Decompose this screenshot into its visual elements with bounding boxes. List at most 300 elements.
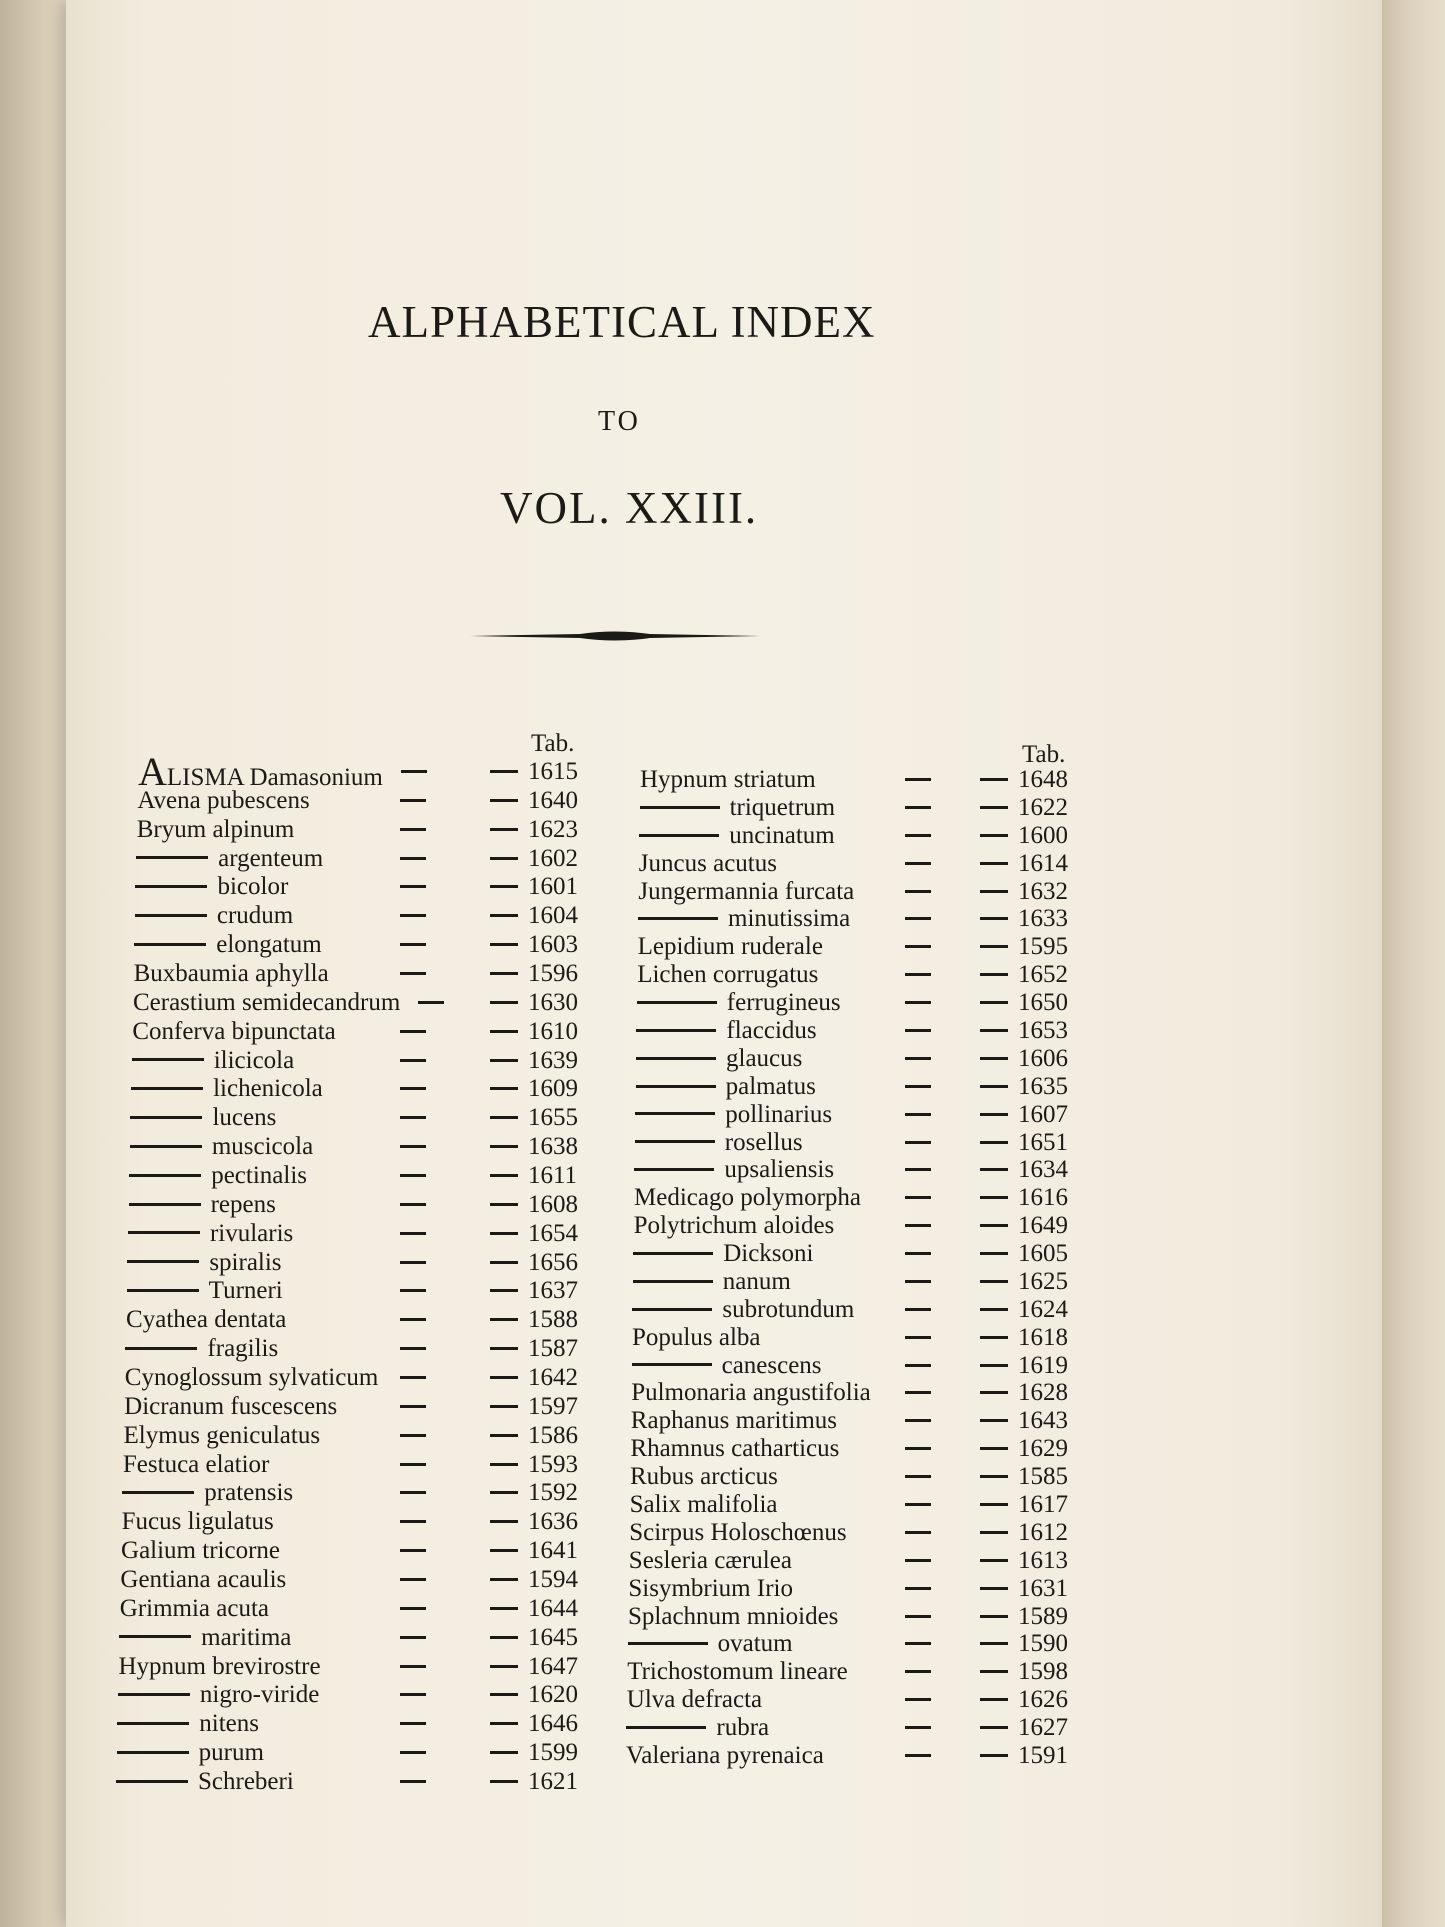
plate-number: 1631	[1017, 1574, 1068, 1602]
dash-separator	[905, 1113, 931, 1116]
dash-separator	[980, 1141, 1008, 1144]
entry-name	[129, 1191, 276, 1219]
entry-name	[125, 1335, 278, 1363]
dash-separator	[980, 1698, 1008, 1701]
species-name: minutissima	[728, 905, 851, 933]
ditto-rule	[626, 1726, 706, 1729]
species-name: lineare	[779, 1658, 848, 1686]
species-name: subrotundum	[722, 1295, 855, 1323]
species-name: muscicola	[211, 1133, 314, 1161]
entry-name	[125, 1364, 379, 1392]
species-name: Holoschœnus	[710, 1518, 847, 1546]
dash-separator	[400, 1116, 426, 1119]
index-entry	[117, 1739, 608, 1767]
dash-separator	[490, 1116, 518, 1119]
dash-separator	[490, 1376, 518, 1379]
entry-name	[626, 1714, 769, 1742]
dash-separator	[980, 945, 1008, 948]
dash-separator	[980, 1587, 1008, 1590]
index-entry	[121, 1537, 608, 1565]
species-name: polymorpha	[740, 1184, 862, 1212]
dash-separator	[490, 1491, 518, 1494]
entry-name	[124, 1393, 337, 1421]
plate-number: 1606	[1018, 1044, 1068, 1072]
plate-number: 1656	[527, 1248, 578, 1276]
dash-separator	[400, 1318, 426, 1321]
dash-separator	[490, 1722, 518, 1725]
ditto-rule	[634, 1168, 714, 1171]
index-entry	[638, 933, 1098, 961]
entry-name	[131, 1075, 323, 1103]
dash-separator	[490, 1174, 518, 1177]
dash-separator	[980, 1336, 1008, 1339]
entry-name	[636, 1017, 816, 1045]
dash-separator	[905, 1364, 931, 1367]
index-entry	[135, 873, 608, 901]
dash-separator	[980, 1252, 1008, 1255]
species-name: pyrenaica	[726, 1742, 824, 1769]
index-entry	[632, 1324, 1098, 1352]
plate-number: 1640	[527, 786, 578, 814]
genus-name: Valeriana	[626, 1742, 721, 1769]
species-name: catharticus	[731, 1435, 840, 1463]
dash-separator	[980, 1419, 1008, 1422]
index-entry	[135, 902, 608, 930]
species-name: pectinalis	[211, 1162, 307, 1189]
plate-number: 1650	[1017, 989, 1068, 1017]
ditto-rule	[637, 1001, 717, 1004]
dash-separator	[400, 1347, 426, 1350]
dash-separator	[905, 1754, 931, 1757]
genus-name: Grimmia	[119, 1594, 211, 1622]
genus-name: Hypnum	[118, 1652, 206, 1680]
dash-separator	[980, 1280, 1008, 1283]
plate-number: 1639	[527, 1046, 578, 1074]
plate-number: 1597	[527, 1392, 578, 1420]
species-name: nigro-viride	[199, 1681, 320, 1709]
dash-separator	[400, 972, 426, 975]
entry-name	[638, 933, 823, 961]
dash-separator	[400, 799, 426, 802]
species-name: mnioides	[746, 1602, 839, 1630]
index-entry	[117, 1710, 608, 1738]
entry-name	[630, 1491, 778, 1519]
genus-name: Jungermannia	[638, 877, 779, 905]
index-entry	[630, 1491, 1098, 1519]
dash-separator	[905, 1336, 931, 1339]
entry-name	[632, 1296, 854, 1324]
dash-separator	[400, 1289, 426, 1292]
dash-separator	[400, 1087, 426, 1090]
entry-name	[627, 1686, 762, 1714]
index-entry	[637, 989, 1098, 1017]
dash-separator	[980, 1670, 1008, 1673]
species-name: ferrugineus	[726, 989, 841, 1017]
index-entry	[119, 1653, 608, 1681]
species-name: pollinarius	[725, 1100, 833, 1128]
plate-number: 1599	[527, 1739, 578, 1767]
index-entry	[637, 961, 1098, 989]
genus-name: Scirpus	[629, 1518, 705, 1546]
ditto-rule	[117, 1722, 189, 1725]
plate-number: 1652	[1017, 961, 1068, 989]
species-name: ligulatus	[187, 1508, 274, 1536]
species-name: Dicksoni	[723, 1240, 814, 1268]
dash-separator	[980, 890, 1008, 893]
entry-name	[128, 1220, 293, 1248]
plate-number: 1593	[527, 1450, 578, 1478]
dash-separator	[905, 1615, 931, 1618]
ditto-rule	[134, 943, 206, 946]
index-entry	[129, 1162, 608, 1190]
plate-number: 1614	[1017, 849, 1068, 877]
dash-separator	[905, 1224, 931, 1227]
species-name: malifolia	[687, 1491, 778, 1519]
index-entry	[116, 1768, 608, 1796]
dash-separator	[980, 1391, 1008, 1394]
genus-name: Gentiana	[120, 1566, 211, 1593]
index-subtitle-to: TO	[598, 406, 641, 437]
index-entry	[636, 1017, 1098, 1045]
entry-name	[135, 902, 293, 930]
species-name: purum	[198, 1739, 264, 1767]
index-entry	[639, 850, 1098, 878]
genus-name: Cynoglossum	[124, 1364, 263, 1391]
dash-separator	[905, 973, 931, 976]
index-entry	[134, 960, 608, 988]
entry-name	[633, 1240, 813, 1268]
genus-name: Avena	[137, 786, 201, 814]
plate-number: 1620	[527, 1681, 578, 1709]
entry-name	[120, 1566, 286, 1594]
index-entry	[122, 1479, 608, 1507]
dash-separator	[490, 1289, 518, 1292]
dash-separator	[490, 1751, 518, 1754]
plate-number: 1630	[527, 988, 578, 1016]
plate-number: 1600	[1017, 821, 1068, 849]
species-name: repens	[210, 1190, 276, 1218]
ditto-rule	[632, 1308, 712, 1311]
plate-number: 1648	[1018, 766, 1068, 793]
dash-separator	[400, 1780, 426, 1783]
species-name: rivularis	[209, 1219, 294, 1247]
dash-separator	[980, 1726, 1008, 1729]
entry-name	[633, 1268, 791, 1296]
index-entry	[627, 1686, 1098, 1714]
index-entry	[634, 1212, 1098, 1240]
species-name: fragilis	[207, 1335, 279, 1363]
dash-separator	[400, 1145, 426, 1148]
plate-number: 1635	[1017, 1072, 1068, 1100]
page-edge	[1382, 0, 1445, 1927]
genus-name: Fucus	[121, 1508, 182, 1536]
index-entry	[628, 1575, 1098, 1603]
dash-separator	[980, 1196, 1008, 1199]
dash-separator	[400, 1491, 426, 1494]
plate-number: 1644	[527, 1594, 578, 1622]
species-name: pubescens	[207, 786, 310, 814]
dash-separator	[490, 1318, 518, 1321]
entry-name	[629, 1547, 792, 1575]
species-name: triquetrum	[729, 793, 836, 821]
dash-separator	[980, 1475, 1008, 1478]
species-name: Damasonium	[249, 764, 383, 791]
genus-name: Bryum	[136, 815, 207, 843]
species-name: uncinatum	[729, 821, 835, 849]
dash-separator	[400, 885, 426, 888]
species-name: corrugatus	[712, 961, 819, 989]
dash-separator	[905, 1141, 931, 1144]
index-entry	[122, 1508, 608, 1536]
dash-separator	[400, 914, 426, 917]
plate-number: 1602	[527, 844, 578, 872]
dash-separator	[490, 770, 518, 773]
plate-number: 1649	[1017, 1212, 1068, 1240]
index-entry	[634, 1184, 1098, 1212]
plate-number: 1603	[527, 931, 578, 959]
index-entry	[632, 1296, 1098, 1324]
entry-name	[116, 1768, 294, 1796]
plate-number: 1654	[527, 1219, 578, 1247]
ditto-rule	[135, 914, 207, 917]
dash-separator	[490, 828, 518, 831]
plate-number: 1613	[1017, 1546, 1068, 1574]
dash-separator	[905, 1503, 931, 1506]
plate-number: 1629	[1017, 1435, 1068, 1463]
entry-name	[630, 1435, 839, 1463]
dash-separator	[400, 1751, 426, 1754]
species-name: lucens	[212, 1104, 277, 1132]
index-title: ALPHABETICAL INDEX	[368, 297, 876, 347]
dash-separator	[980, 1364, 1008, 1367]
entry-name	[634, 1212, 835, 1240]
dash-separator	[400, 1434, 426, 1437]
dash-separator	[400, 1174, 426, 1177]
genus-name: Splachnum	[628, 1602, 741, 1630]
species-name: ruderale	[741, 933, 823, 961]
index-entry	[124, 1422, 608, 1450]
dash-separator	[980, 1559, 1008, 1562]
plate-number: 1589	[1018, 1602, 1068, 1630]
dash-separator	[490, 1578, 518, 1581]
dash-separator	[490, 1232, 518, 1235]
genus-name: Buxbaumia	[133, 960, 249, 987]
dash-separator	[980, 1029, 1008, 1032]
index-entry	[125, 1364, 608, 1392]
ditto-rule	[125, 1347, 197, 1350]
genus-name: Lepidium	[637, 933, 735, 961]
dash-separator	[905, 1447, 931, 1450]
dash-separator	[490, 1693, 518, 1696]
entry-name	[638, 878, 854, 906]
species-name: fuscescens	[230, 1392, 338, 1420]
species-name: arcticus	[700, 1463, 778, 1491]
index-entry	[633, 1268, 1098, 1296]
entry-name	[637, 961, 818, 989]
dash-separator	[400, 1030, 426, 1033]
entry-name	[122, 1508, 274, 1536]
dash-separator	[490, 1145, 518, 1148]
dash-separator	[980, 1615, 1008, 1618]
dash-separator	[490, 1001, 518, 1004]
index-entry	[638, 878, 1098, 906]
plate-number: 1596	[527, 960, 578, 987]
entry-name	[628, 1630, 793, 1658]
dash-separator	[400, 1607, 426, 1610]
entry-name	[638, 905, 850, 933]
dash-separator	[980, 1503, 1008, 1506]
ditto-rule	[635, 1112, 715, 1115]
plate-number: 1638	[527, 1133, 578, 1161]
plate-number: 1647	[527, 1652, 578, 1680]
species-name: crudum	[216, 902, 294, 930]
dash-separator	[980, 862, 1008, 865]
ditto-rule	[636, 1085, 716, 1088]
ditto-rule	[129, 1203, 201, 1206]
ditto-rule	[636, 1057, 716, 1060]
dash-separator	[905, 917, 931, 920]
entry-name	[134, 960, 329, 988]
dash-separator	[980, 834, 1008, 837]
plate-number: 1628	[1017, 1379, 1068, 1407]
entry-name	[118, 1681, 319, 1709]
dash-separator	[490, 914, 518, 917]
plate-number: 1651	[1017, 1128, 1068, 1156]
species-name: lichenicola	[213, 1075, 323, 1103]
entry-name	[627, 1658, 848, 1686]
dash-separator	[980, 917, 1008, 920]
entry-name	[133, 989, 400, 1017]
index-entry	[126, 1306, 608, 1334]
dash-separator	[490, 1347, 518, 1350]
dash-separator	[490, 1434, 518, 1437]
entry-name	[626, 1742, 824, 1770]
entry-name	[629, 1519, 846, 1547]
index-entry	[118, 1681, 608, 1709]
species-name: striatum	[733, 766, 816, 793]
plate-number: 1605	[1017, 1240, 1068, 1268]
plate-number: 1586	[527, 1421, 578, 1449]
index-entry	[626, 1742, 1098, 1770]
genus-name: Festuca	[122, 1450, 200, 1478]
dash-separator	[490, 1607, 518, 1610]
dash-separator	[400, 1059, 426, 1062]
species-name: aphylla	[255, 960, 329, 987]
entry-name	[640, 794, 836, 822]
plate-number: 1590	[1017, 1630, 1068, 1658]
index-entry	[128, 1220, 608, 1248]
index-entry	[636, 1073, 1098, 1101]
species-name: cærulea	[714, 1546, 792, 1574]
index-entry	[137, 787, 608, 815]
entry-name	[119, 1624, 291, 1652]
ditto-rule	[122, 1491, 194, 1494]
dash-separator	[418, 1001, 444, 1004]
dash-separator	[400, 1405, 426, 1408]
dash-separator	[490, 1261, 518, 1264]
index-entry	[120, 1595, 608, 1623]
dash-separator	[980, 1168, 1008, 1171]
genus-name: Cyathea	[126, 1306, 208, 1334]
index-entry	[631, 1379, 1098, 1407]
dash-separator	[980, 806, 1008, 809]
genus-name: Hypnum	[640, 766, 728, 793]
entry-name	[135, 873, 288, 901]
index-entry	[627, 1658, 1098, 1686]
genus-name: Juncus	[638, 849, 707, 877]
drop-cap: A	[138, 749, 167, 794]
plate-number: 1653	[1017, 1016, 1068, 1044]
dash-separator	[905, 1168, 931, 1171]
species-name: semidecandrum	[241, 988, 401, 1016]
plate-number: 1636	[527, 1508, 578, 1536]
species-name: elatior	[205, 1450, 270, 1478]
entry-name	[127, 1277, 283, 1305]
ditto-rule	[118, 1693, 190, 1696]
index-entry	[136, 845, 608, 873]
dash-separator	[980, 973, 1008, 976]
dash-separator	[400, 857, 426, 860]
plate-number: 1634	[1017, 1156, 1068, 1184]
index-entry	[125, 1335, 608, 1363]
species-name: palmatus	[725, 1072, 816, 1100]
entry-name	[634, 1156, 834, 1184]
species-name: furcata	[784, 877, 855, 905]
right-tab-header: Tab.	[1022, 741, 1066, 768]
genus-name: Salix	[629, 1491, 681, 1519]
genus-name: Trichostomum	[627, 1658, 774, 1686]
plate-number: 1642	[527, 1364, 578, 1391]
species-name: ovatum	[717, 1630, 793, 1658]
dash-separator	[400, 1636, 426, 1639]
genus-name: Medicago	[634, 1184, 734, 1212]
plate-number: 1643	[1017, 1407, 1068, 1435]
entry-name	[127, 1249, 281, 1277]
plate-number: 1612	[1017, 1518, 1068, 1546]
plate-number: 1622	[1017, 793, 1068, 821]
entry-name	[634, 1184, 861, 1212]
species-name: pratensis	[204, 1479, 294, 1507]
plate-number: 1619	[1017, 1351, 1068, 1379]
species-name: angustifolia	[752, 1379, 871, 1407]
index-entry	[132, 1018, 608, 1046]
ditto-rule	[135, 885, 207, 888]
genus-name: Rubus	[630, 1463, 694, 1491]
dash-separator	[490, 1059, 518, 1062]
plate-number: 1587	[527, 1335, 578, 1363]
plate-number: 1591	[1018, 1742, 1068, 1769]
entry-name	[132, 1018, 335, 1046]
dash-separator	[400, 1463, 426, 1466]
dash-separator	[905, 890, 931, 893]
dash-separator	[905, 1280, 931, 1283]
ditto-rule	[128, 1231, 200, 1234]
species-name: argenteum	[218, 844, 324, 872]
left-tab-header: Tab.	[531, 730, 575, 757]
plate-number: 1618	[1018, 1323, 1068, 1351]
plate-number: 1625	[1017, 1267, 1068, 1295]
dash-separator	[980, 1754, 1008, 1757]
plate-number: 1594	[527, 1566, 578, 1593]
entry-name	[121, 1537, 280, 1565]
index-entry	[133, 989, 608, 1017]
entry-name	[636, 1045, 802, 1073]
entry-name	[130, 1133, 313, 1161]
dash-separator	[905, 1726, 931, 1729]
species-name: bipunctata	[231, 1017, 336, 1045]
genus-name: Sesleria	[628, 1546, 708, 1574]
ditto-rule	[131, 1087, 203, 1090]
